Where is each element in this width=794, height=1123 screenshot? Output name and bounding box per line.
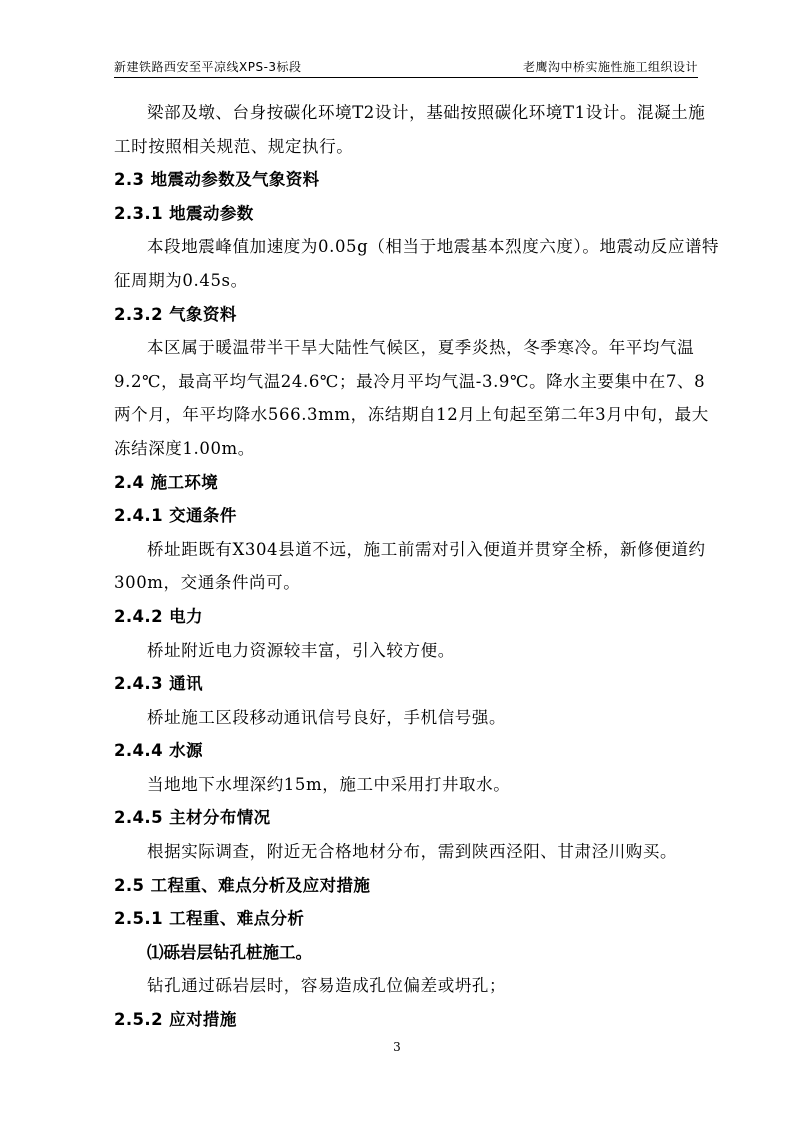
section-heading: 2.4.2 电力	[114, 606, 203, 626]
body-paragraph: 根据实际调查，附近无合格地材分布，需到陕西泾阳、甘肃泾川购买。	[147, 842, 678, 862]
section-heading: 2.4.1 交通条件	[114, 506, 237, 526]
document-body	[114, 96, 722, 1037]
section-heading: 2.4.3 通讯	[114, 674, 203, 694]
section-heading: 2.3.1 地震动参数	[114, 203, 254, 223]
section-heading: 2.4 施工环境	[114, 472, 219, 492]
header-document-title: 老鹰沟中桥实施性施工组织设计	[522, 60, 698, 74]
body-paragraph: 桥址施工区段移动通讯信号良好，手机信号强。	[147, 707, 507, 727]
page-number: 3	[393, 1040, 401, 1054]
body-paragraph: 本段地震峰值加速度为0.05g（相当于地震基本烈度六度）。地震动反应谱特征周期为0.45s。	[114, 237, 720, 290]
page-header	[114, 52, 698, 78]
section-heading: 2.4.5 主材分布情况	[114, 808, 271, 828]
section-heading: 2.3 地震动参数及气象资料	[114, 170, 320, 190]
header-project-title: 新建铁路西安至平凉线XPS-3标段	[114, 60, 302, 74]
section-heading: 2.5 工程重、难点分析及应对措施	[114, 875, 371, 895]
body-paragraph: 桥址附近电力资源较丰富，引入较方便。	[147, 640, 455, 660]
body-paragraph: 钻孔通过砾岩层时，容易造成孔位偏差或坍孔；	[147, 976, 507, 996]
section-heading: 2.3.2 气象资料	[114, 304, 237, 324]
section-heading: 2.5.2 应对措施	[114, 1010, 237, 1030]
list-item: ⑴砾岩层钻孔桩施工。	[147, 942, 312, 962]
body-paragraph: 本区属于暖温带半干旱大陆性气候区，夏季炎热，冬季寒冷。年平均气温9.2℃，最高平均气温24.6℃；最冷月平均气温-3.9℃。降水主要集中在7、8两个月，年平均降水566.3mm，冻结期自12月上旬起至第二年3月中旬，最大冻结深度1.00m。	[114, 338, 709, 458]
body-paragraph: 桥址距既有X304县道不远，施工前需对引入便道并贯穿全桥，新修便道约300m，交通条件尚可。	[114, 539, 706, 593]
section-heading: 2.5.1 工程重、难点分析	[114, 909, 305, 929]
header-divider	[114, 77, 698, 78]
body-paragraph: 梁部及墩、台身按碳化环境T2设计，基础按照碳化环境T1设计。混凝土施工时按照相关规范、规定执行。	[114, 103, 706, 156]
section-heading: 2.4.4 水源	[114, 741, 203, 761]
body-paragraph: 当地地下水埋深约15m，施工中采用打井取水。	[147, 774, 511, 794]
